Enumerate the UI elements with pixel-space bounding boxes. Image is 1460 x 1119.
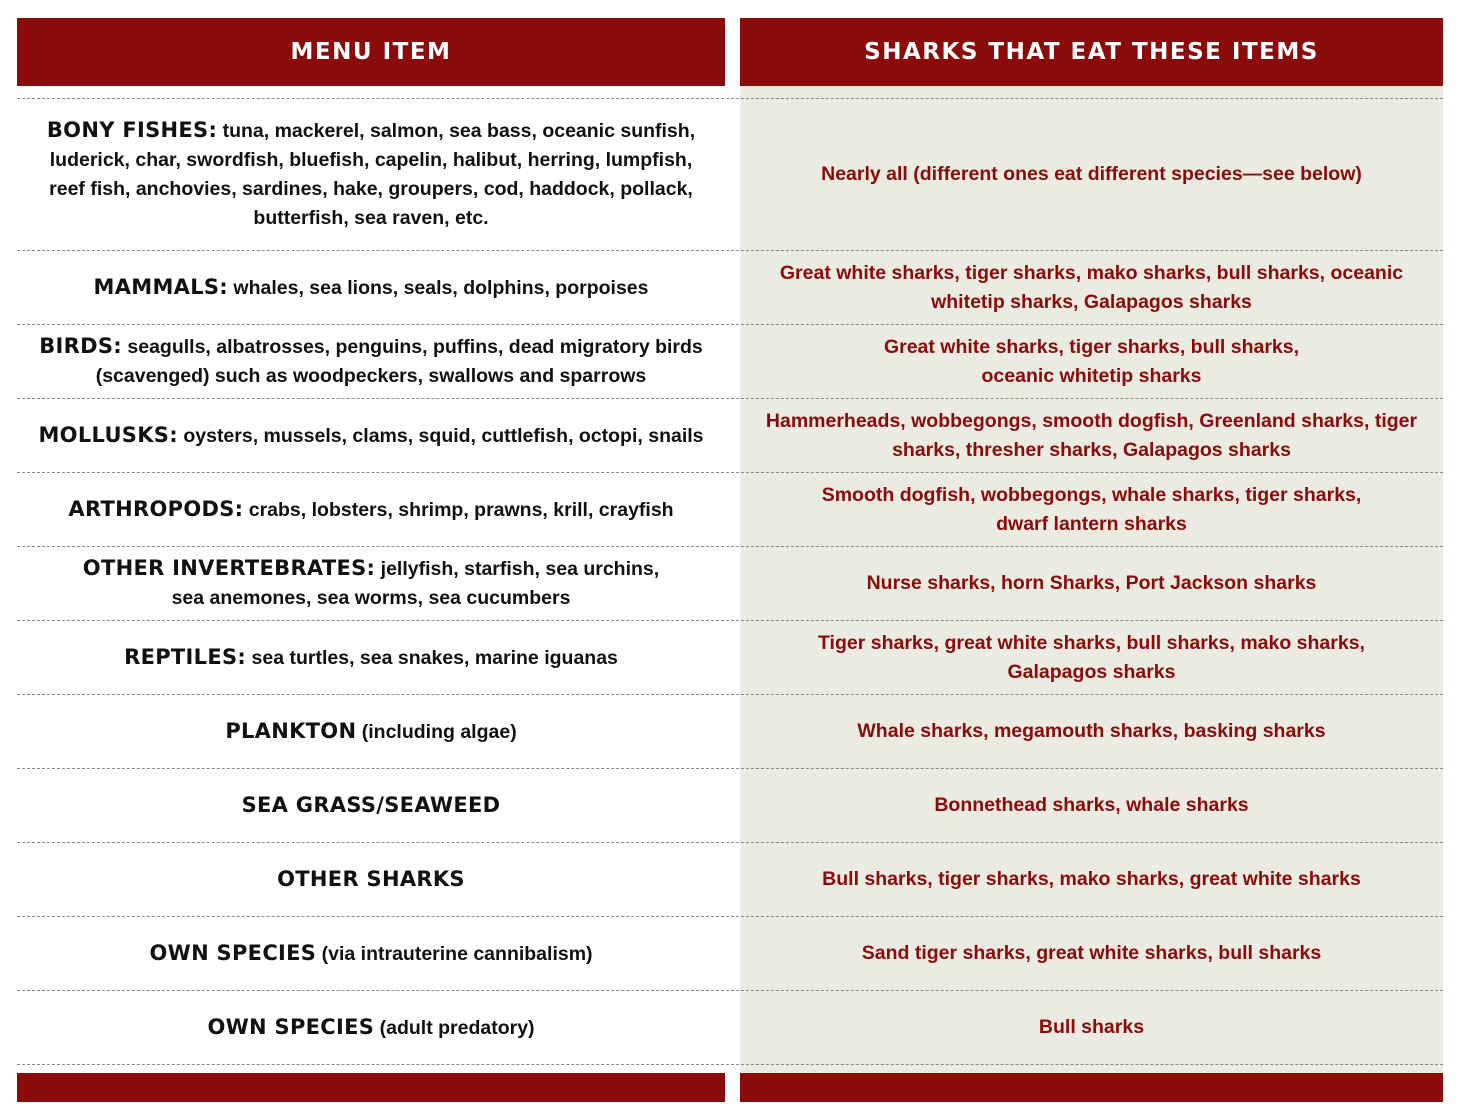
sharks-cell: [740, 99, 1443, 250]
sharks-cell: [740, 399, 1443, 472]
sharks-text: Hammerheads, wobbegongs, smooth dogfish, Greenland sharks, tiger sharks, thresher sharks, Galapagos sharks: [765, 409, 1418, 461]
category-label: OTHER SHARKS: [277, 866, 465, 891]
table-row: [17, 842, 1443, 916]
menu-item-cell: [17, 547, 725, 620]
menu-item-cell: [17, 991, 725, 1064]
menu-item-cell: [17, 473, 725, 546]
category-label: OTHER INVERTEBRATES:: [82, 556, 376, 580]
table-row: [17, 324, 1443, 398]
sharks-text: Bull sharks, tiger sharks, mako sharks, great white sharks: [822, 868, 1361, 890]
table-row: [17, 472, 1443, 546]
table-row: [17, 916, 1443, 990]
sharks-text: Tiger sharks, great white sharks, bull sharks, mako sharks, Galapagos sharks: [818, 631, 1365, 683]
menu-item-cell: [17, 843, 725, 916]
table-row: [17, 398, 1443, 472]
sharks-text: Sand tiger sharks, great white sharks, bull sharks: [861, 942, 1322, 964]
sharks-cell: [740, 621, 1443, 694]
category-label: BIRDS:: [39, 334, 122, 358]
menu-item-cell: [17, 769, 725, 842]
sharks-text: Great white sharks, tiger sharks, bull sharks, oceanic whitetip sharks: [883, 335, 1300, 387]
sharks-cell: [740, 843, 1443, 916]
sharks-cell: [740, 695, 1443, 768]
sharks-text: Nearly all (different ones eat different species—see below): [821, 163, 1362, 185]
category-detail: seagulls, albatrosses, penguins, puffins, dead migratory birds (scavenged) such as woodpeckers, swallows and sparrows: [95, 336, 703, 387]
category-label: MOLLUSKS:: [38, 422, 178, 447]
category-detail: tuna, mackerel, salmon, sea bass, oceanic sunfish, luderick, char, swordfish, bluefish, capelin, halibut, herring, lumpfish, reef fish, anchovies, sardines, hake, groupers, cod, haddock, pollack, butterfish, sea raven, etc.: [49, 120, 696, 229]
sharks-text: Nurse sharks, horn Sharks, Port Jackson sharks: [866, 572, 1317, 594]
sharks-cell: [740, 325, 1443, 398]
sharks-text: Bonnethead sharks, whale sharks: [934, 794, 1249, 816]
footer-bar-left: [17, 1073, 725, 1102]
category-detail: oysters, mussels, clams, squid, cuttlefish, octopi, snails: [177, 424, 704, 447]
category-detail: (including algae): [356, 720, 517, 743]
table-row: [17, 694, 1443, 768]
category-label: PLANKTON: [225, 718, 357, 743]
table-row: [17, 98, 1443, 250]
menu-item-cell: [17, 621, 725, 694]
category-detail: jellyfish, starfish, sea urchins, sea anemones, sea worms, sea cucumbers: [171, 558, 660, 609]
table-row: [17, 620, 1443, 694]
sharks-text: Whale sharks, megamouth sharks, basking sharks: [857, 720, 1326, 742]
menu-item-cell: [17, 99, 725, 250]
category-label: BONY FISHES:: [46, 118, 218, 142]
category-label: REPTILES:: [124, 644, 247, 669]
sharks-cell: [740, 251, 1443, 324]
category-detail: (adult predatory): [374, 1016, 535, 1039]
category-label: OWN SPECIES: [149, 940, 317, 965]
table-row: [17, 768, 1443, 842]
menu-item-cell: [17, 917, 725, 990]
category-label: ARTHROPODS:: [68, 496, 244, 521]
sharks-cell: [740, 917, 1443, 990]
sharks-text: Great white sharks, tiger sharks, mako sharks, bull sharks, oceanic whitetip sharks, Galapagos sharks: [779, 261, 1404, 313]
category-detail: whales, sea lions, seals, dolphins, porpoises: [228, 276, 649, 299]
menu-item-cell: [17, 251, 725, 324]
sharks-cell: [740, 769, 1443, 842]
menu-item-cell: [17, 325, 725, 398]
sharks-cell: [740, 991, 1443, 1064]
sharks-header: SHARKS THAT EAT THESE ITEMS: [740, 18, 1443, 86]
sharks-text: Smooth dogfish, wobbegongs, whale sharks, tiger sharks, dwarf lantern sharks: [821, 483, 1362, 535]
category-detail: sea turtles, sea snakes, marine iguanas: [246, 646, 618, 669]
category-label: SEA GRASS/SEAWEED: [241, 792, 501, 817]
menu-table: [17, 98, 1443, 1065]
table-row: [17, 990, 1443, 1065]
category-label: OWN SPECIES: [207, 1014, 375, 1039]
footer-bar-right: [740, 1073, 1443, 1102]
category-label: MAMMALS:: [93, 274, 229, 299]
table-row: [17, 546, 1443, 620]
menu-item-cell: [17, 399, 725, 472]
menu-item-cell: [17, 695, 725, 768]
sharks-cell: [740, 473, 1443, 546]
table-row: [17, 250, 1443, 324]
menu-item-header: MENU ITEM: [17, 18, 725, 86]
sharks-cell: [740, 547, 1443, 620]
category-detail: crabs, lobsters, shrimp, prawns, krill, crayfish: [243, 498, 674, 521]
sharks-text: Bull sharks: [1038, 1016, 1145, 1038]
category-detail: (via intrauterine cannibalism): [316, 942, 593, 965]
